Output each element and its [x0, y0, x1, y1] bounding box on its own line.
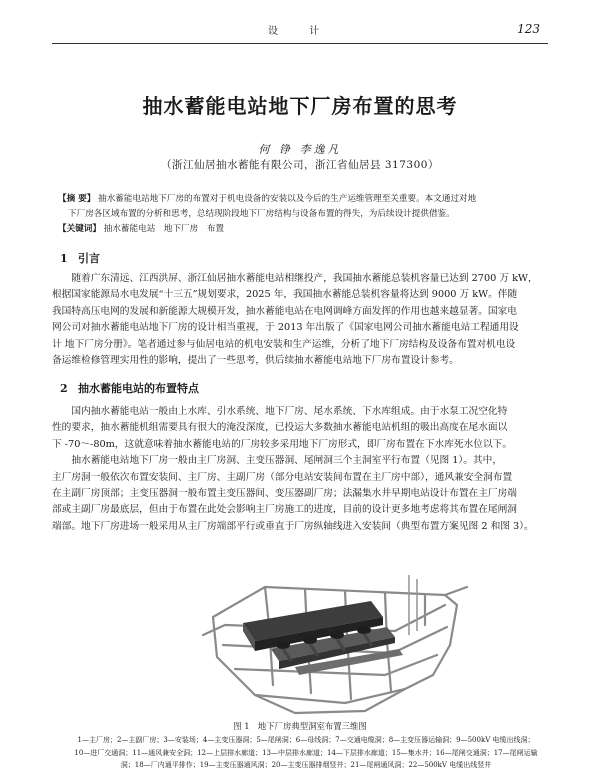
cavern-layout-3d-figure — [195, 565, 475, 715]
keywords-label: 【关键词】 — [58, 224, 101, 234]
section-2-line: 国内抽水蓄能电站一般由上水库、引水系统、地下厂房、尾水系统、下水库组成。由于水泵工况空化特 — [52, 406, 508, 417]
paper-title: 抽水蓄能电站地下厂房布置的思考 — [142, 94, 458, 118]
figure-caption: 图 1 地下厂房典型洞室布置三维图 — [233, 721, 367, 731]
running-head — [0, 22, 600, 42]
section-1-title: 引言 — [78, 252, 100, 265]
section-1-heading — [60, 250, 100, 266]
section-1-body — [52, 271, 548, 369]
section-1-line: 网公司对抽水蓄能电站地下厂房的设计相当重视，于 2013 年出版了《国家电网公司抽水蓄能电站工程通用设 — [52, 322, 519, 334]
keywords-text: 抽水蓄能电站 地下厂房 布置 — [103, 224, 225, 234]
section-2-line: 下 -70～-80m，这就意味着抽水蓄能电站的厂房较多采用地下厂房形式，即厂房布置在下水库死水位以下。 — [52, 438, 513, 450]
section-2-heading — [60, 380, 199, 396]
running-head-section: 设 计 — [268, 26, 334, 37]
generator-unit-3 — [330, 631, 344, 639]
section-2-line: 主厂房洞一般依次布置安装间、主厂房、主副厂房（部分电站安装间布置在主厂房中部），通风兼安全洞布置 — [52, 471, 513, 483]
generator-unit-1 — [276, 641, 290, 649]
legend-line: 1—主厂房；2—主副厂房；3—安装场；4—主变压器洞；5—尾闸洞；6—母线洞；7—交通电缆洞；8—主变压器运输洞；9—500kV 电缆出线洞； — [77, 736, 535, 744]
section-1-line: 我国特高压电网的发展和新能源大规模开发，抽水蓄能电站在电网调峰方面发挥的作用也越来越显著。国家电 — [52, 305, 517, 317]
section-2-body — [52, 404, 548, 535]
section-2-line: 性的要求，抽水蓄能机组需要具有很大的淹没深度，已投运大多数抽水蓄能电站机组的吸出高度在尾水面以 — [52, 422, 508, 434]
authors: 何 铮 李逸凡 — [258, 143, 342, 156]
section-1-line: 随着广东清远、江西洪屏、浙江仙居抽水蓄能电站相继投产，我国抽水蓄能总装机容量已达到 2700 万 kW， — [52, 273, 538, 284]
affiliation: （浙江仙居抽水蓄能有限公司，浙江省仙居县 317300） — [161, 159, 439, 171]
abstract-label: 【摘 要】 — [58, 194, 96, 204]
section-1-line: 备运维检修管理实用性的影响，提出了一些思考，供后续抽水蓄能电站地下厂房布置设计参考。 — [52, 355, 459, 367]
section-1-number: 1 — [60, 252, 68, 265]
section-2-line: 部或主副厂房最底层，但由于布置在此处会影响主厂房施工的进度，目前的设计更多地考虑将其布置在尾闸洞 — [52, 504, 517, 516]
section-2-number: 2 — [60, 382, 68, 395]
abstract-line-2: 下厂房各区域布置的分析和思考，总结现阶段地下厂房结构与设备布置的得失，为后续设计提供借鉴。 — [68, 209, 455, 219]
abstract-text-1: 抽水蓄能电站地下厂房的布置对于机电设备的安装以及今后的生产运维管理至关重要。本文通过对地 — [98, 194, 477, 204]
legend-line: 洞；18—厂内通平排作；19—主变压器通风洞；20—主变压器排烟竖井；21—尾闸通风洞；22—500kV 电缆出线竖井 — [120, 761, 492, 769]
section-2-line: 抽水蓄能电站地下厂房一般由主厂房洞、主变压器洞、尾闸洞三个主洞室平行布置（见图 1）。其中， — [52, 455, 503, 467]
abstract-line-1 — [58, 192, 548, 207]
figure-legend — [56, 734, 556, 772]
page-number: 123 — [517, 22, 540, 36]
section-2-line: 在主副厂房顶部；主变压器洞一般布置主变压器间、变压器副厂房；法漏集水井早期电站设计布置在主厂房端 — [52, 488, 517, 500]
keywords — [58, 222, 548, 237]
vertical-shafts — [409, 575, 417, 635]
section-1-line: 根据国家能源局水电发展“十三五”规划要求，2025 年，我国抽水蓄能总装机容量将达到 9000 万 kW。伴随 — [52, 289, 518, 301]
legend-line: 10—进厂交通洞；11—通风兼安全洞；12—上层排水廊道；13—中层排水廊道；14—下层排水廊道；15—集水井；16—尾闸交通洞；17—尾闸运输 — [74, 748, 538, 757]
section-1-line: 计 地下厂房分册》。笔者通过参与仙居电站的机电安装和生产运维，分析了地下厂房结构及设备布置对机电设 — [52, 338, 516, 350]
generator-unit-2 — [303, 636, 317, 644]
generator-unit-4 — [357, 626, 371, 634]
abstract — [58, 192, 548, 237]
section-2-line: 端部。地下厂房进场一般采用从主厂房端部平行或垂直于厂房纵轴线进入安装间（典型布置方案见图 2 和图 3）。 — [52, 520, 534, 532]
header-rule — [52, 43, 548, 44]
section-2-title: 抽水蓄能电站的布置特点 — [78, 382, 199, 395]
